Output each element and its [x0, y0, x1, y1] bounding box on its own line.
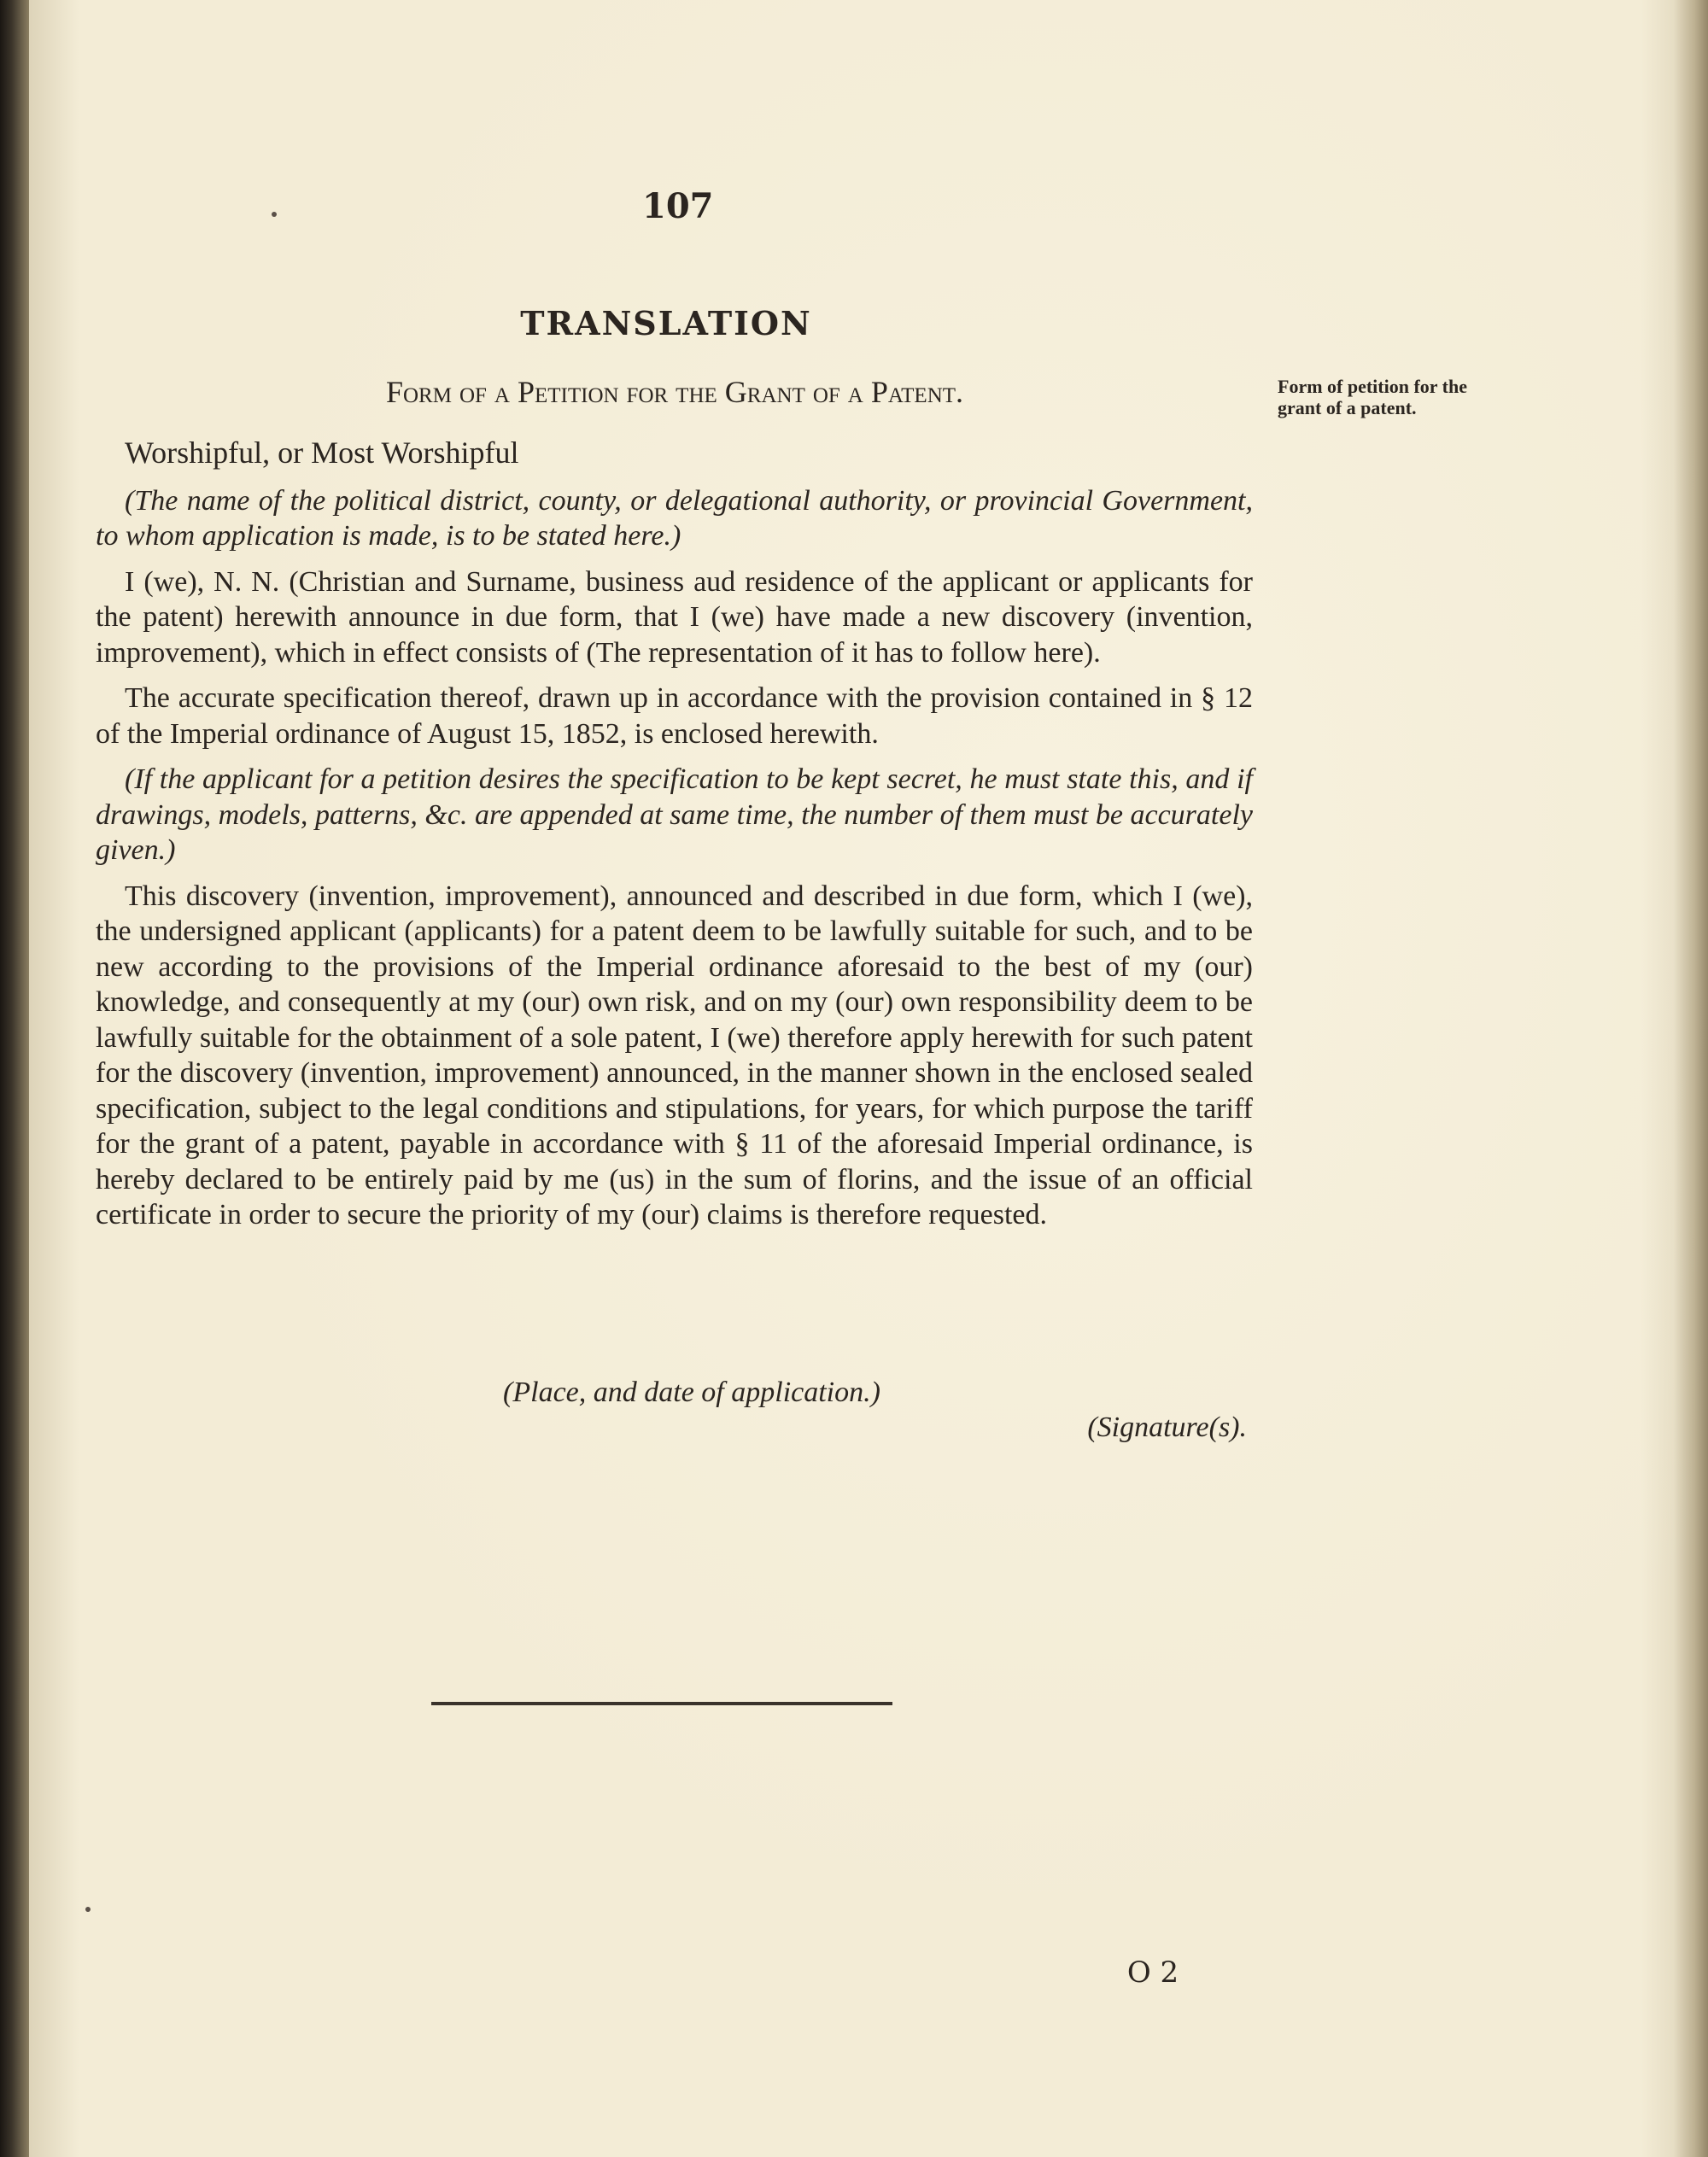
printer-signature-mark: O 2	[1126, 1955, 1179, 1990]
paragraph-instruction-secret: (If the applicant for a petition desires the specification to be kept secret, he must state this, and if drawings, models, patterns, &c. are appended at same time, the number of them must be accurately given.)	[96, 763, 1253, 866]
ink-speck	[272, 212, 277, 217]
margin-note	[1278, 376, 1534, 418]
book-spine-edge	[0, 0, 29, 2157]
paragraph-specification: The accurate specification thereof, drawn up in accordance with the provision contained in § 12 of the Imperial ordinance of August 15, 1852, is enclosed herewith.	[96, 682, 1253, 750]
margin-note-line: Form of petition for the	[1278, 376, 1467, 397]
paragraph-instruction-authority: (The name of the political district, county, or delegational authority, or provincial Government, to whom application is made, is to be stated here.)	[96, 484, 1253, 552]
horizontal-rule	[431, 1702, 892, 1705]
page-fold-shadow	[1674, 0, 1708, 2157]
place-date-line: (Place, and date of application.)	[503, 1377, 880, 1408]
paragraph-announcement: I (we), N. N. (Christian and Surname, business aud residence of the applicant or applicants for the patent) herewith announce in due form, that I (we) have made a new discovery (invention, improvement), which in effect consists of (The representation of it has to follow here).	[96, 565, 1253, 669]
heading: TRANSLATION	[520, 304, 812, 342]
signature-line: (Signature(s).	[1087, 1412, 1247, 1443]
document-body	[96, 435, 1253, 1243]
subheading: Form of a Petition for the Grant of a Patent.	[385, 375, 964, 409]
margin-note-line: grant of a patent.	[1278, 397, 1417, 418]
salutation: Worshipful, or Most Worshipful	[125, 435, 519, 470]
page-number: 107	[642, 186, 714, 226]
paragraph-request: This discovery (invention, improvement), announced and described in due form, which I (we), the undersigned applicant (applicants) for a patent deem to be lawfully suitable for such, and to be new according to the provisions of the Imperial ordinance aforesaid to the best of my (our) knowledge, and consequently at my (our) own risk, and on my (our) own responsibility deem to be lawfully suitable for the obtainment of a sole patent, I (we) therefore apply herewith for such patent for the discovery (invention, improvement) announced, in the manner shown in the enclosed sealed specification, subject to the legal conditions and stipulations, for years, for which purpose the tariff for the grant of a patent, payable in accordance with § 11 of the aforesaid Imperial ordinance, is hereby declared to be entirely paid by me (us) in the sum of florins, and the issue of an official certificate in order to secure the priority of my (our) claims is therefore requested.	[96, 880, 1253, 1230]
ink-speck	[85, 1907, 91, 1912]
